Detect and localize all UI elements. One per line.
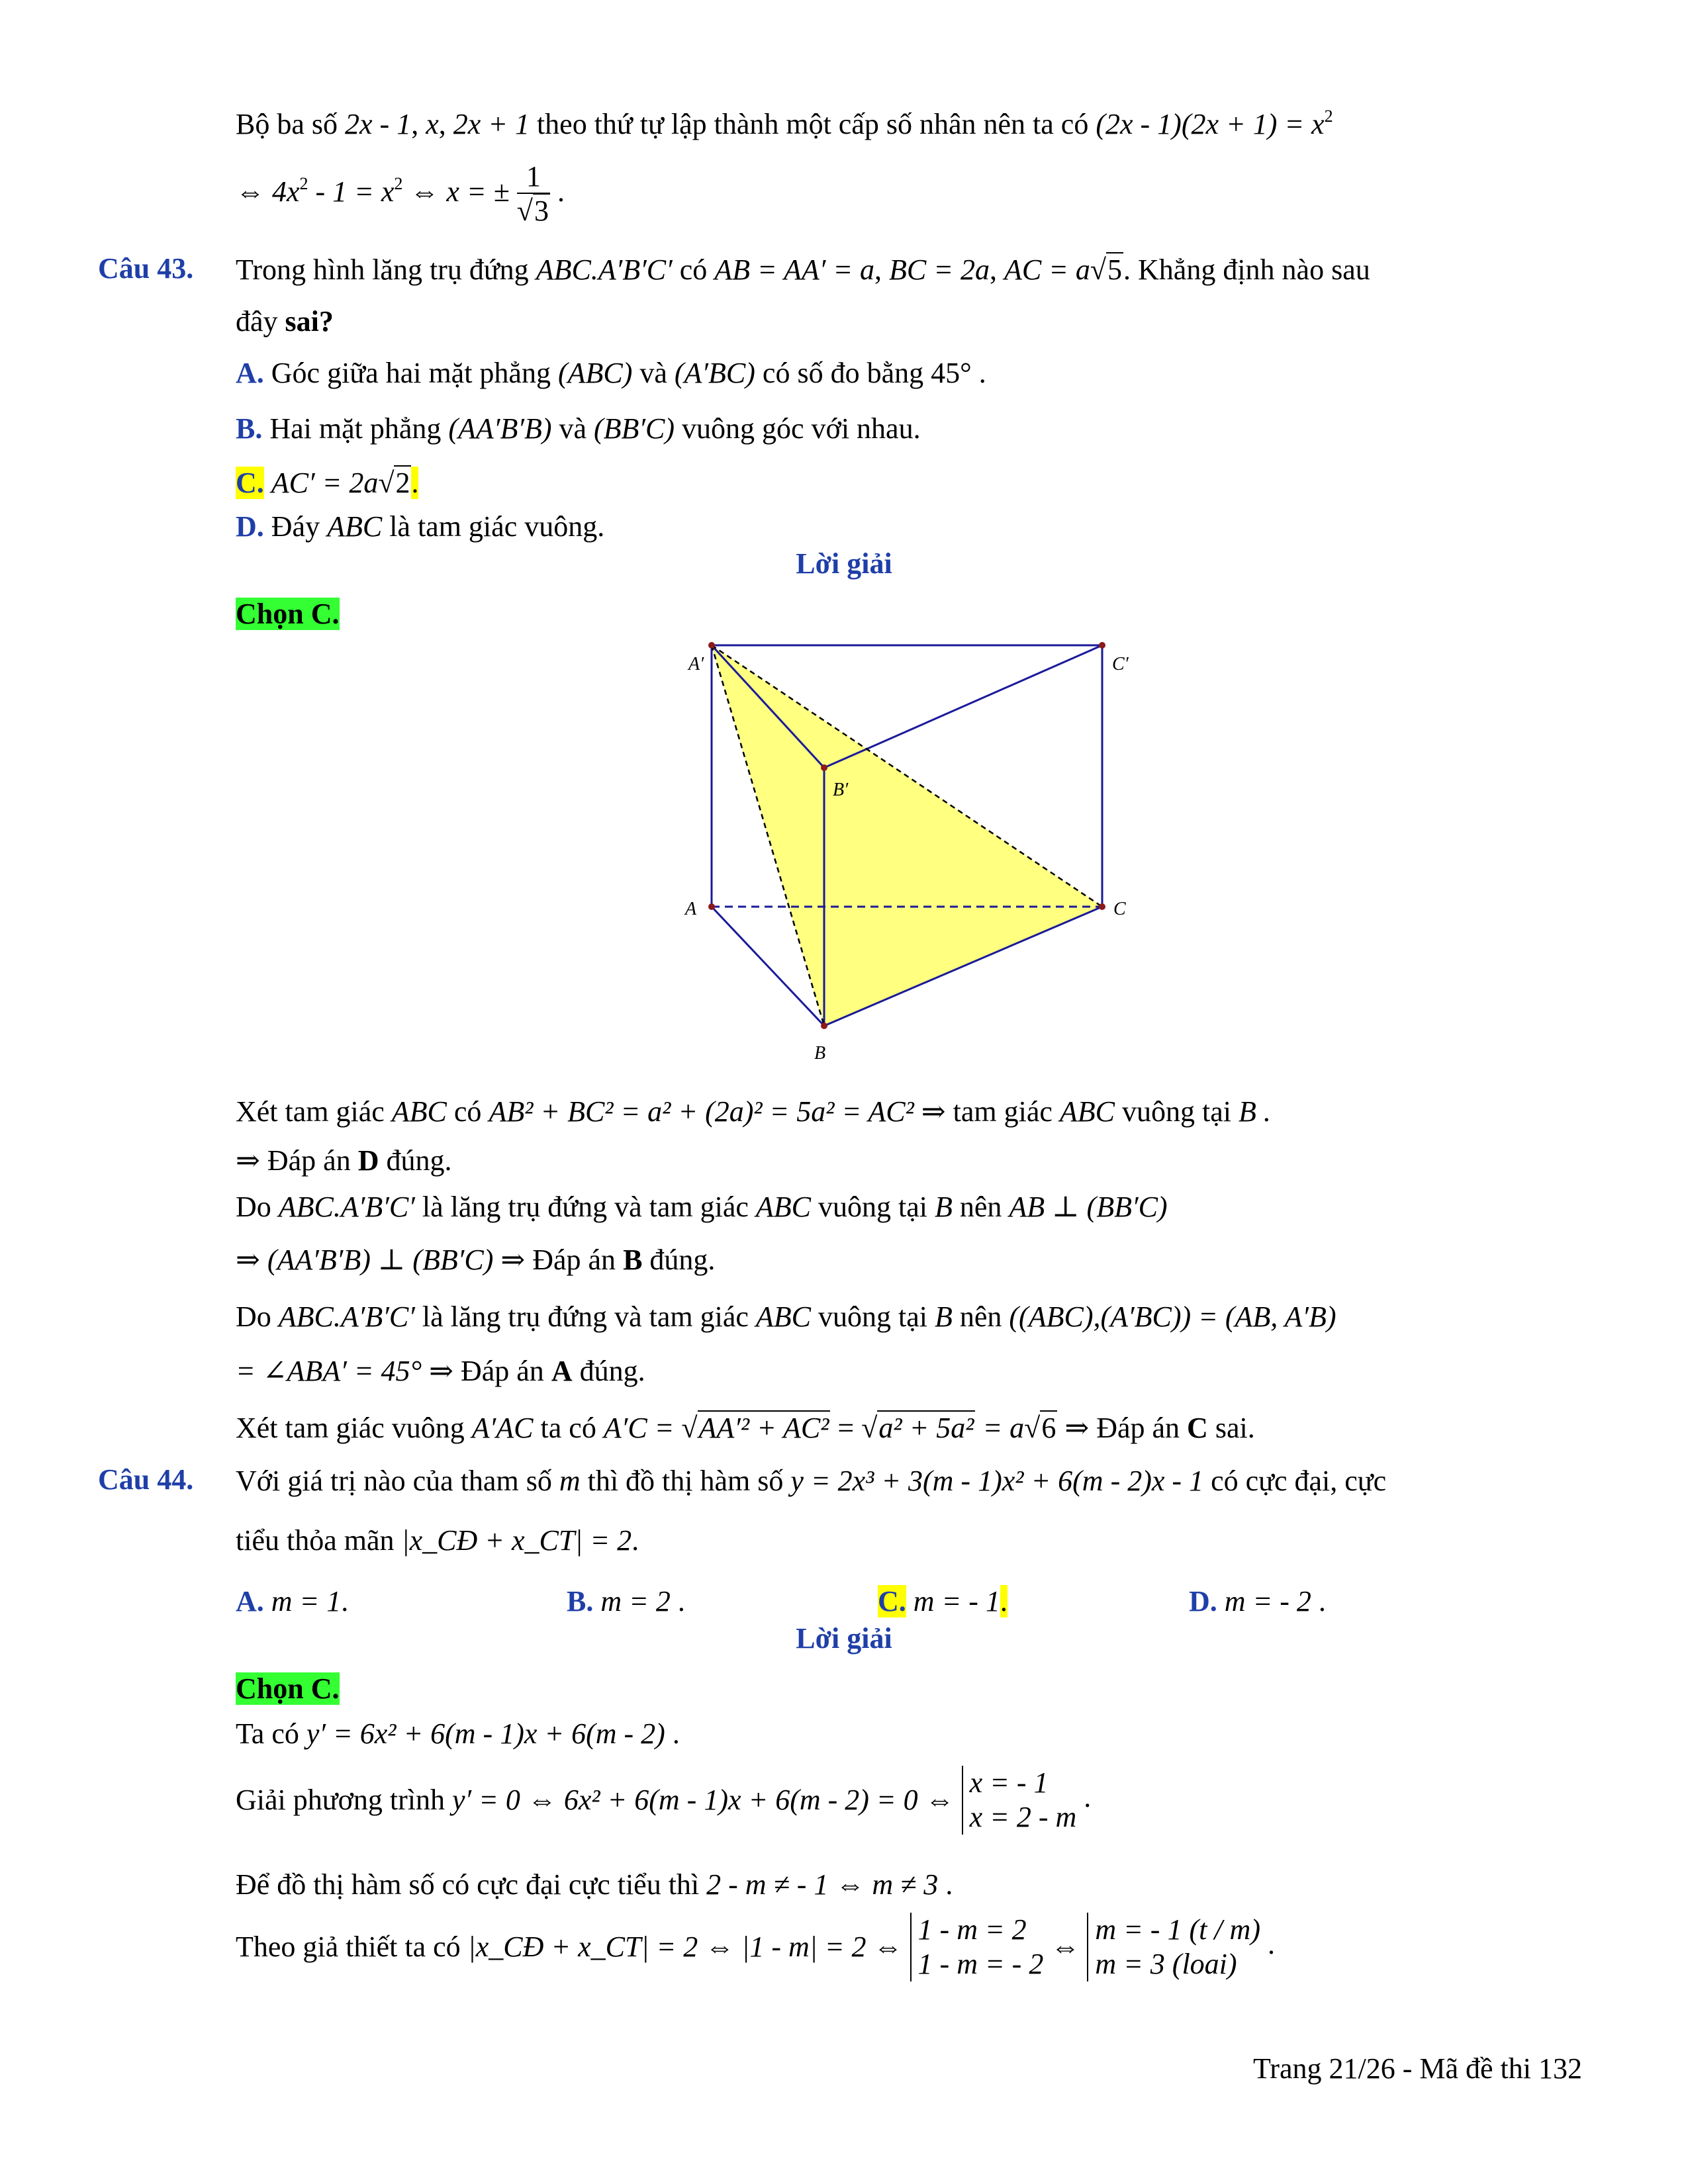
- sol4-a: Đáp án: [532, 1244, 616, 1276]
- q44-sol-3: Để đồ thị hàm số có cực đại cực tiểu thì 2 - m ≠ - 1 ⇔ m ≠ 3 .: [236, 1868, 953, 1901]
- sol1-a: Xét tam giác: [236, 1095, 385, 1128]
- sol7-tri: A′AC: [471, 1412, 534, 1444]
- q44-sol4-result2: m = 3 (loai): [1095, 1948, 1237, 1980]
- q43-option-d[interactable]: [236, 508, 604, 545]
- sol6-c: đúng.: [579, 1355, 645, 1387]
- sol7-eq1: A′C =: [603, 1412, 675, 1444]
- sol3-prism: ABC.A′B′C′: [278, 1191, 415, 1223]
- q44-sol2-cases: [962, 1766, 1077, 1835]
- q43-stem-a: Trong hình lăng trụ đứng: [236, 253, 529, 286]
- intro-text: Bộ ba số: [236, 108, 338, 140]
- q44-option-b-label: B.: [567, 1585, 594, 1617]
- q43-option-a-plane2: (A′BC): [674, 357, 755, 389]
- q44-sol4-case1: 1 - m = 2: [917, 1913, 1027, 1946]
- sol1-tri-2: ABC: [1059, 1095, 1115, 1128]
- sol6-a: Đáp án: [460, 1355, 544, 1387]
- q43-choice: [236, 596, 340, 633]
- label-a: A: [685, 899, 697, 919]
- q43-sol-2: ⇒ Đáp án D đúng.: [236, 1144, 452, 1177]
- sol4-eq: ⇒ (AA′B′B) ⊥ (BB′C) ⇒: [236, 1244, 526, 1276]
- sol1-eq: AB² + BC² = a² + (2a)² = 5a² = AC² ⇒: [489, 1095, 946, 1128]
- q43-option-d-triangle: ABC: [327, 510, 383, 543]
- sol7-a: Xét tam giác vuông: [236, 1412, 465, 1444]
- sol7-d: sai.: [1215, 1412, 1255, 1444]
- q43-cond-2: BC = 2a: [889, 253, 990, 286]
- q44-stem-c: có cực đại, cực: [1211, 1465, 1387, 1497]
- q44-sol2-root1: x = - 1: [969, 1766, 1049, 1799]
- sol5-d: nên: [959, 1300, 1002, 1333]
- fraction-den: 3: [534, 194, 549, 227]
- prism-figure: [662, 629, 1165, 1079]
- q43-option-c-root: 2: [395, 467, 410, 499]
- q43-choice-label: Chọn C.: [236, 598, 340, 630]
- sol7-b: ta có: [540, 1412, 596, 1444]
- sol1-d: vuông tại: [1122, 1095, 1231, 1128]
- q43-option-a-label: A.: [236, 357, 264, 389]
- sol5-a: Do: [236, 1300, 271, 1333]
- sol2-b: D: [357, 1144, 379, 1177]
- sol3-d: nên: [959, 1191, 1002, 1223]
- q44-stem-1: [236, 1463, 1386, 1500]
- sol2-c: đúng.: [386, 1144, 452, 1177]
- sol7-root1: AA′² + AC²: [698, 1412, 829, 1444]
- sol3-c: vuông tại: [818, 1191, 927, 1223]
- q43-solution-title: Lời giải: [796, 547, 892, 580]
- q43-option-a-text2: có số đo bằng: [762, 357, 924, 389]
- sol5-tri: ABC: [755, 1300, 811, 1333]
- q44-option-a-label: A.: [236, 1585, 264, 1617]
- q44-sol4-result1: m = - 1 (t / m): [1095, 1913, 1260, 1946]
- sol1-tri: ABC: [391, 1095, 447, 1128]
- q44-stem-a: Với giá trị nào của tham số: [236, 1465, 552, 1497]
- q44-stem-2: tiểu thỏa mãn |x_CĐ + x_CT| = 2.: [236, 1524, 639, 1557]
- sol1-e: B .: [1238, 1095, 1271, 1128]
- sol3-a: Do: [236, 1191, 271, 1223]
- label-c: C: [1113, 899, 1126, 919]
- q44-function: y = 2x³ + 3(m - 1)x² + 6(m - 2)x - 1: [790, 1465, 1204, 1497]
- q44-option-c-value: m = - 1: [913, 1585, 1000, 1617]
- q43-option-b-text1: Hai mặt phẳng: [269, 412, 442, 445]
- fraction-num: 1: [517, 161, 550, 194]
- sol4-b: B: [623, 1244, 643, 1276]
- q43-sol-6: [236, 1353, 645, 1390]
- q43-stem-e: sai?: [285, 305, 334, 338]
- q44-sol4-eq: |x_CĐ + x_CT| = 2 ⇔ |1 - m| = 2 ⇔: [467, 1931, 903, 1963]
- intro-mid: theo thứ tự lập thành một cấp số nhân nên ta có: [536, 108, 1089, 140]
- q44-condition: |x_CĐ + x_CT| = 2: [401, 1524, 632, 1557]
- label-b1: B′: [833, 780, 849, 800]
- label-a1: A′: [688, 654, 704, 674]
- q44-option-d-label: D.: [1189, 1585, 1217, 1617]
- q43-sol-4: [236, 1242, 715, 1279]
- q44-sol1-a: Ta có: [236, 1717, 299, 1750]
- term-1: 2x - 1: [345, 108, 412, 140]
- sol7-eq2: = a: [982, 1412, 1025, 1444]
- q43-option-c-label: C.: [236, 467, 264, 499]
- sol7-c: Đáp án: [1096, 1412, 1180, 1444]
- sol5-b: là lăng trụ đứng và tam giác: [422, 1300, 749, 1333]
- label-b: B: [814, 1043, 826, 1064]
- q43-option-b-and: và: [559, 412, 586, 445]
- q44-option-c[interactable]: C. m = - 1.: [878, 1585, 1008, 1617]
- intro-equation: (2x - 1)(2x + 1) = x: [1096, 108, 1325, 140]
- q43-cond-1: AB = AA′ = a: [714, 253, 875, 286]
- q43-option-a-and: và: [639, 357, 667, 389]
- sol1-b: có: [453, 1095, 482, 1128]
- q43-stem-2: [236, 303, 334, 340]
- term-3: 2x + 1: [453, 108, 530, 140]
- q43-stem-b: có: [679, 253, 708, 286]
- q44-option-d-value: m = - 2: [1224, 1585, 1311, 1617]
- q44-param: m: [559, 1465, 581, 1497]
- q44-sol3-eq: 2 - m ≠ - 1 ⇔ m ≠ 3: [706, 1868, 939, 1901]
- q44-sol1-eq: y′ = 6x² + 6(m - 1)x + 6(m - 2): [306, 1717, 665, 1750]
- q44-sol-1: Ta có y′ = 6x² + 6(m - 1)x + 6(m - 2) .: [236, 1717, 680, 1750]
- q44-stem-d: tiểu thỏa mãn: [236, 1524, 395, 1557]
- q44-sol2-eq: y′ = 0 ⇔ 6x² + 6(m - 1)x + 6(m - 2) = 0 ⇔: [451, 1784, 955, 1816]
- q44-solution-title: Lời giải: [796, 1622, 892, 1655]
- sol3-b: là lăng trụ đứng và tam giác: [422, 1191, 749, 1223]
- q43-option-a-plane1: (ABC): [557, 357, 633, 389]
- q44-stem-b: thì đồ thị hàm số: [587, 1465, 784, 1497]
- q43-cond-3-root: 5: [1107, 253, 1123, 286]
- q43-option-d-text2: là tam giác vuông.: [389, 510, 605, 543]
- q43-stem-d: đây: [236, 305, 278, 338]
- q44-label: Câu 44.: [98, 1463, 194, 1496]
- q44-option-a[interactable]: A. m = 1.: [236, 1585, 349, 1617]
- q43-option-a-value: 45°: [931, 357, 972, 389]
- q44-sol4-cases-1: [910, 1913, 1044, 1981]
- q44-sol-2: Giải phương trình y′ = 0 ⇔ 6x² + 6(m - 1)x + 6(m - 2) = 0 ⇔ x = - 1 x = 2 - m .: [236, 1766, 1092, 1833]
- q44-option-b-value: m = 2: [600, 1585, 671, 1617]
- q44-sol2-a: Giải phương trình: [236, 1784, 445, 1816]
- q44-choice: [236, 1670, 340, 1707]
- fraction: $\frac{1}{√3}$: [516, 159, 549, 227]
- vertex-b: [821, 1023, 827, 1029]
- vertex-c1: [1099, 642, 1105, 649]
- q43-sol-5: Do ABC.A′B′C′ là lăng trụ đứng và tam giác ABC vuông tại B nên ((ABC),(A′BC)) = (AB, A′B): [236, 1300, 1336, 1333]
- eq-part-a: ⇔ 4x: [236, 175, 300, 208]
- vertex-b1: [821, 764, 827, 771]
- q44-sol4-case2: 1 - m = - 2: [917, 1948, 1044, 1980]
- q44-option-a-value: m = 1: [271, 1585, 342, 1617]
- q43-sol-3: Do ABC.A′B′C′ là lăng trụ đứng và tam giác ABC vuông tại B nên AB ⊥ (BB′C): [236, 1191, 1168, 1223]
- term-2: x: [426, 108, 439, 140]
- q43-option-b-plane2: (BB′C): [594, 412, 675, 445]
- q43-option-b-plane1: (AA′B′B): [448, 412, 552, 445]
- sol5-eq: ((ABC),(A′BC)) = (AB, A′B): [1009, 1300, 1336, 1333]
- sol3-eq: AB ⊥ (BB′C): [1009, 1191, 1168, 1223]
- q43-sol-7: Xét tam giác vuông A′AC ta có A′C = √AA′² + AC² = √a² + 5a² = a√6 ⇒ Đáp án C sai.: [236, 1412, 1255, 1444]
- sol1-c: tam giác: [953, 1095, 1053, 1128]
- q44-option-b[interactable]: B. m = 2 .: [567, 1585, 685, 1617]
- q44-sol4-arrow: ⇔: [1051, 1931, 1080, 1963]
- q44-choice-label: Chọn C.: [236, 1672, 340, 1705]
- vertex-a: [708, 903, 715, 910]
- q44-sol4-cases-2: [1087, 1913, 1260, 1981]
- sol6-b: A: [551, 1355, 573, 1387]
- vertex-a1: [708, 642, 715, 649]
- q43-cond-3: AC = a: [1004, 253, 1090, 286]
- q44-sol2-root2: x = 2 - m: [969, 1801, 1077, 1833]
- page-footer: Trang 21/26 - Mã đề thi 132: [1252, 2052, 1582, 2085]
- sol4-c: đúng.: [649, 1244, 716, 1276]
- q43-stem-1: Trong hình lăng trụ đứng ABC.A′B′C′ có AB = AA′ = a, BC = 2a, AC = a√5. Khẳng định nào sau: [236, 253, 1370, 286]
- q43-prism: ABC.A′B′C′: [536, 253, 673, 286]
- q43-option-c[interactable]: C. AC′ = 2a√2.: [236, 467, 419, 499]
- eq-part-b: - 1 = x: [308, 175, 395, 208]
- q43-option-d-label: D.: [236, 510, 264, 543]
- sol2-a: Đáp án: [267, 1144, 351, 1177]
- sol6-eq: = ∠ABA′ = 45° ⇒: [236, 1355, 453, 1387]
- q44-sol3-a: Để đồ thị hàm số có cực đại cực tiểu thì: [236, 1868, 700, 1901]
- sol3-tri: ABC: [755, 1191, 811, 1223]
- sol7-c-bold: C: [1187, 1412, 1208, 1444]
- intro-line-2: ⇔ $4x^2 - 1 = x^2$ ⇔ x = ± $\frac{1}{√3}$ .: [236, 159, 565, 227]
- label-c1: C′: [1112, 654, 1129, 674]
- q43-label: Câu 43.: [98, 252, 194, 285]
- sol7-root3: 6: [1041, 1412, 1056, 1444]
- intro-line-1: Bộ ba số 2x - 1, x, 2x + 1 theo thứ tự lập thành một cấp số nhân nên ta có $(2x - 1)(2x + 1) = x^2$: [236, 107, 1333, 140]
- q43-stem-c: . Khẳng định nào sau: [1123, 253, 1370, 286]
- q44-option-c-label: C.: [878, 1585, 906, 1617]
- eq-part-c: ⇔ x = ±: [402, 175, 510, 208]
- q43-option-a[interactable]: A. Góc giữa hai mặt phẳng (ABC) và (A′BC) có số đo bằng 45° .: [236, 357, 986, 389]
- sol5-c: vuông tại: [818, 1300, 927, 1333]
- q43-option-a-text1: Góc giữa hai mặt phẳng: [271, 357, 551, 389]
- sol5-prism: ABC.A′B′C′: [278, 1300, 415, 1333]
- q43-sol-1: [236, 1093, 1271, 1130]
- q43-option-b-text2: vuông góc với nhau.: [682, 412, 921, 445]
- q43-option-c-eq: AC′ = 2a: [271, 467, 379, 499]
- q43-option-b-label: B.: [236, 412, 263, 445]
- vertex-c: [1099, 903, 1105, 910]
- q43-option-b[interactable]: [236, 410, 921, 447]
- q44-option-d[interactable]: D. m = - 2 .: [1189, 1585, 1326, 1617]
- q44-sol-4: Theo giả thiết ta có |x_CĐ + x_CT| = 2 ⇔ |1 - m| = 2 ⇔ 1 - m = 2 1 - m = - 2 ⇔ m = - 1 (t / m) m = 3 (loai) .: [236, 1913, 1275, 1980]
- sol7-root2: a² + 5a²: [878, 1412, 974, 1444]
- q44-sol4-a: Theo giả thiết ta có: [236, 1931, 461, 1963]
- q43-option-d-text1: Đáy: [271, 510, 320, 543]
